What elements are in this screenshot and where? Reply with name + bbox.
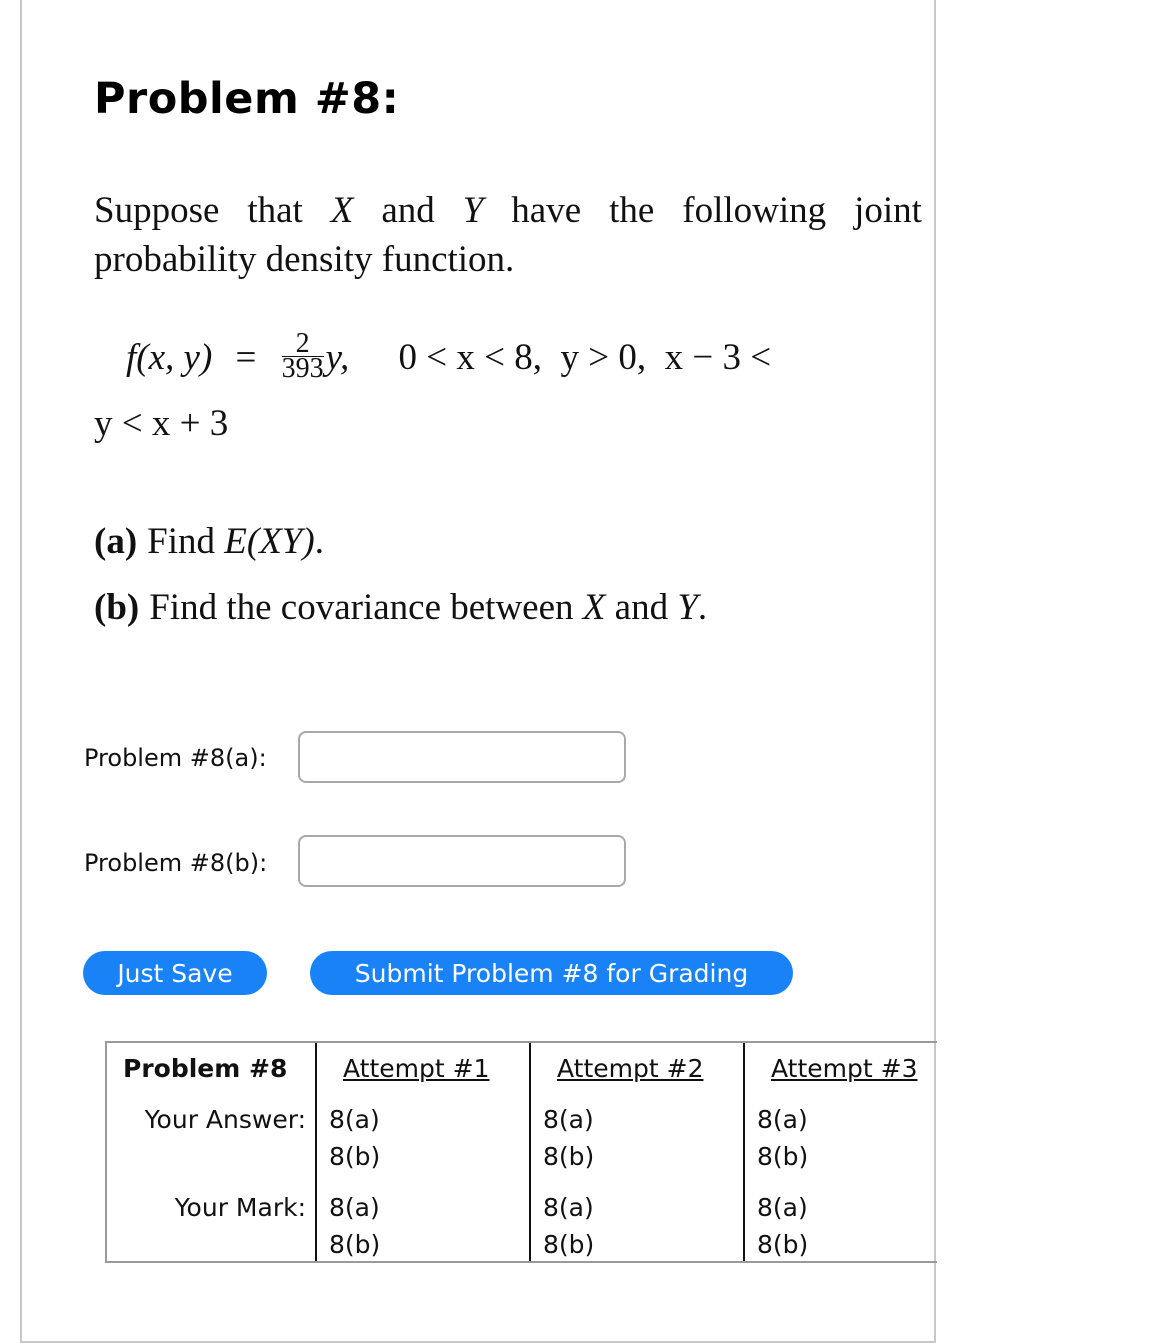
column-divider bbox=[529, 1043, 531, 1261]
attempt-1-link[interactable]: Attempt #1 bbox=[343, 1054, 490, 1083]
part-a-question: (a) Find E(XY). bbox=[94, 521, 324, 562]
formula-fraction: $\frac{2}{393}$ bbox=[281, 328, 324, 385]
formula-conditions-line2: y < x + 3 bbox=[94, 403, 229, 444]
intro-line-1: Suppose that X and Y have the following joint bbox=[94, 190, 922, 231]
formula-rhs: y, bbox=[325, 337, 350, 378]
formula-lhs: f(x, y) bbox=[126, 337, 213, 378]
attempt-1-marks: 8(a) 8(b) bbox=[329, 1193, 381, 1259]
your-mark-label: Your Mark: bbox=[174, 1193, 306, 1222]
table-header-problem: Problem #8 bbox=[123, 1054, 288, 1083]
density-formula bbox=[126, 328, 772, 385]
submit-for-grading-button[interactable]: Submit Problem #8 for Grading bbox=[310, 951, 793, 995]
column-divider bbox=[743, 1043, 745, 1261]
attempt-1-answers: 8(a) 8(b) bbox=[329, 1105, 381, 1171]
attempt-2-answers: 8(a) 8(b) bbox=[543, 1105, 595, 1171]
problem-title: Problem #8: bbox=[94, 74, 400, 124]
part-b-question: (b) Find the covariance between X and Y. bbox=[94, 587, 708, 628]
attempt-3-answers: 8(a) 8(b) bbox=[757, 1105, 809, 1171]
attempt-2-marks: 8(a) 8(b) bbox=[543, 1193, 595, 1259]
intro-line-2: probability density function. bbox=[94, 239, 515, 280]
attempt-2-link[interactable]: Attempt #2 bbox=[557, 1054, 704, 1083]
answer-a-input[interactable] bbox=[298, 731, 626, 783]
answer-b-input[interactable] bbox=[298, 835, 626, 887]
formula-equals: = bbox=[235, 337, 257, 378]
answer-b-label: Problem #8(b): bbox=[84, 849, 268, 877]
just-save-button[interactable]: Just Save bbox=[83, 951, 267, 995]
problem-intro bbox=[94, 186, 924, 284]
answer-a-label: Problem #8(a): bbox=[84, 744, 267, 772]
column-divider bbox=[315, 1043, 317, 1261]
your-answer-label: Your Answer: bbox=[144, 1105, 306, 1134]
attempts-table bbox=[105, 1041, 937, 1263]
problem-panel bbox=[20, 0, 936, 1343]
attempt-3-link[interactable]: Attempt #3 bbox=[771, 1054, 918, 1083]
formula-conditions: 0 < x < 8, y > 0, x − 3 < bbox=[398, 337, 772, 378]
attempt-3-marks: 8(a) 8(b) bbox=[757, 1193, 809, 1259]
